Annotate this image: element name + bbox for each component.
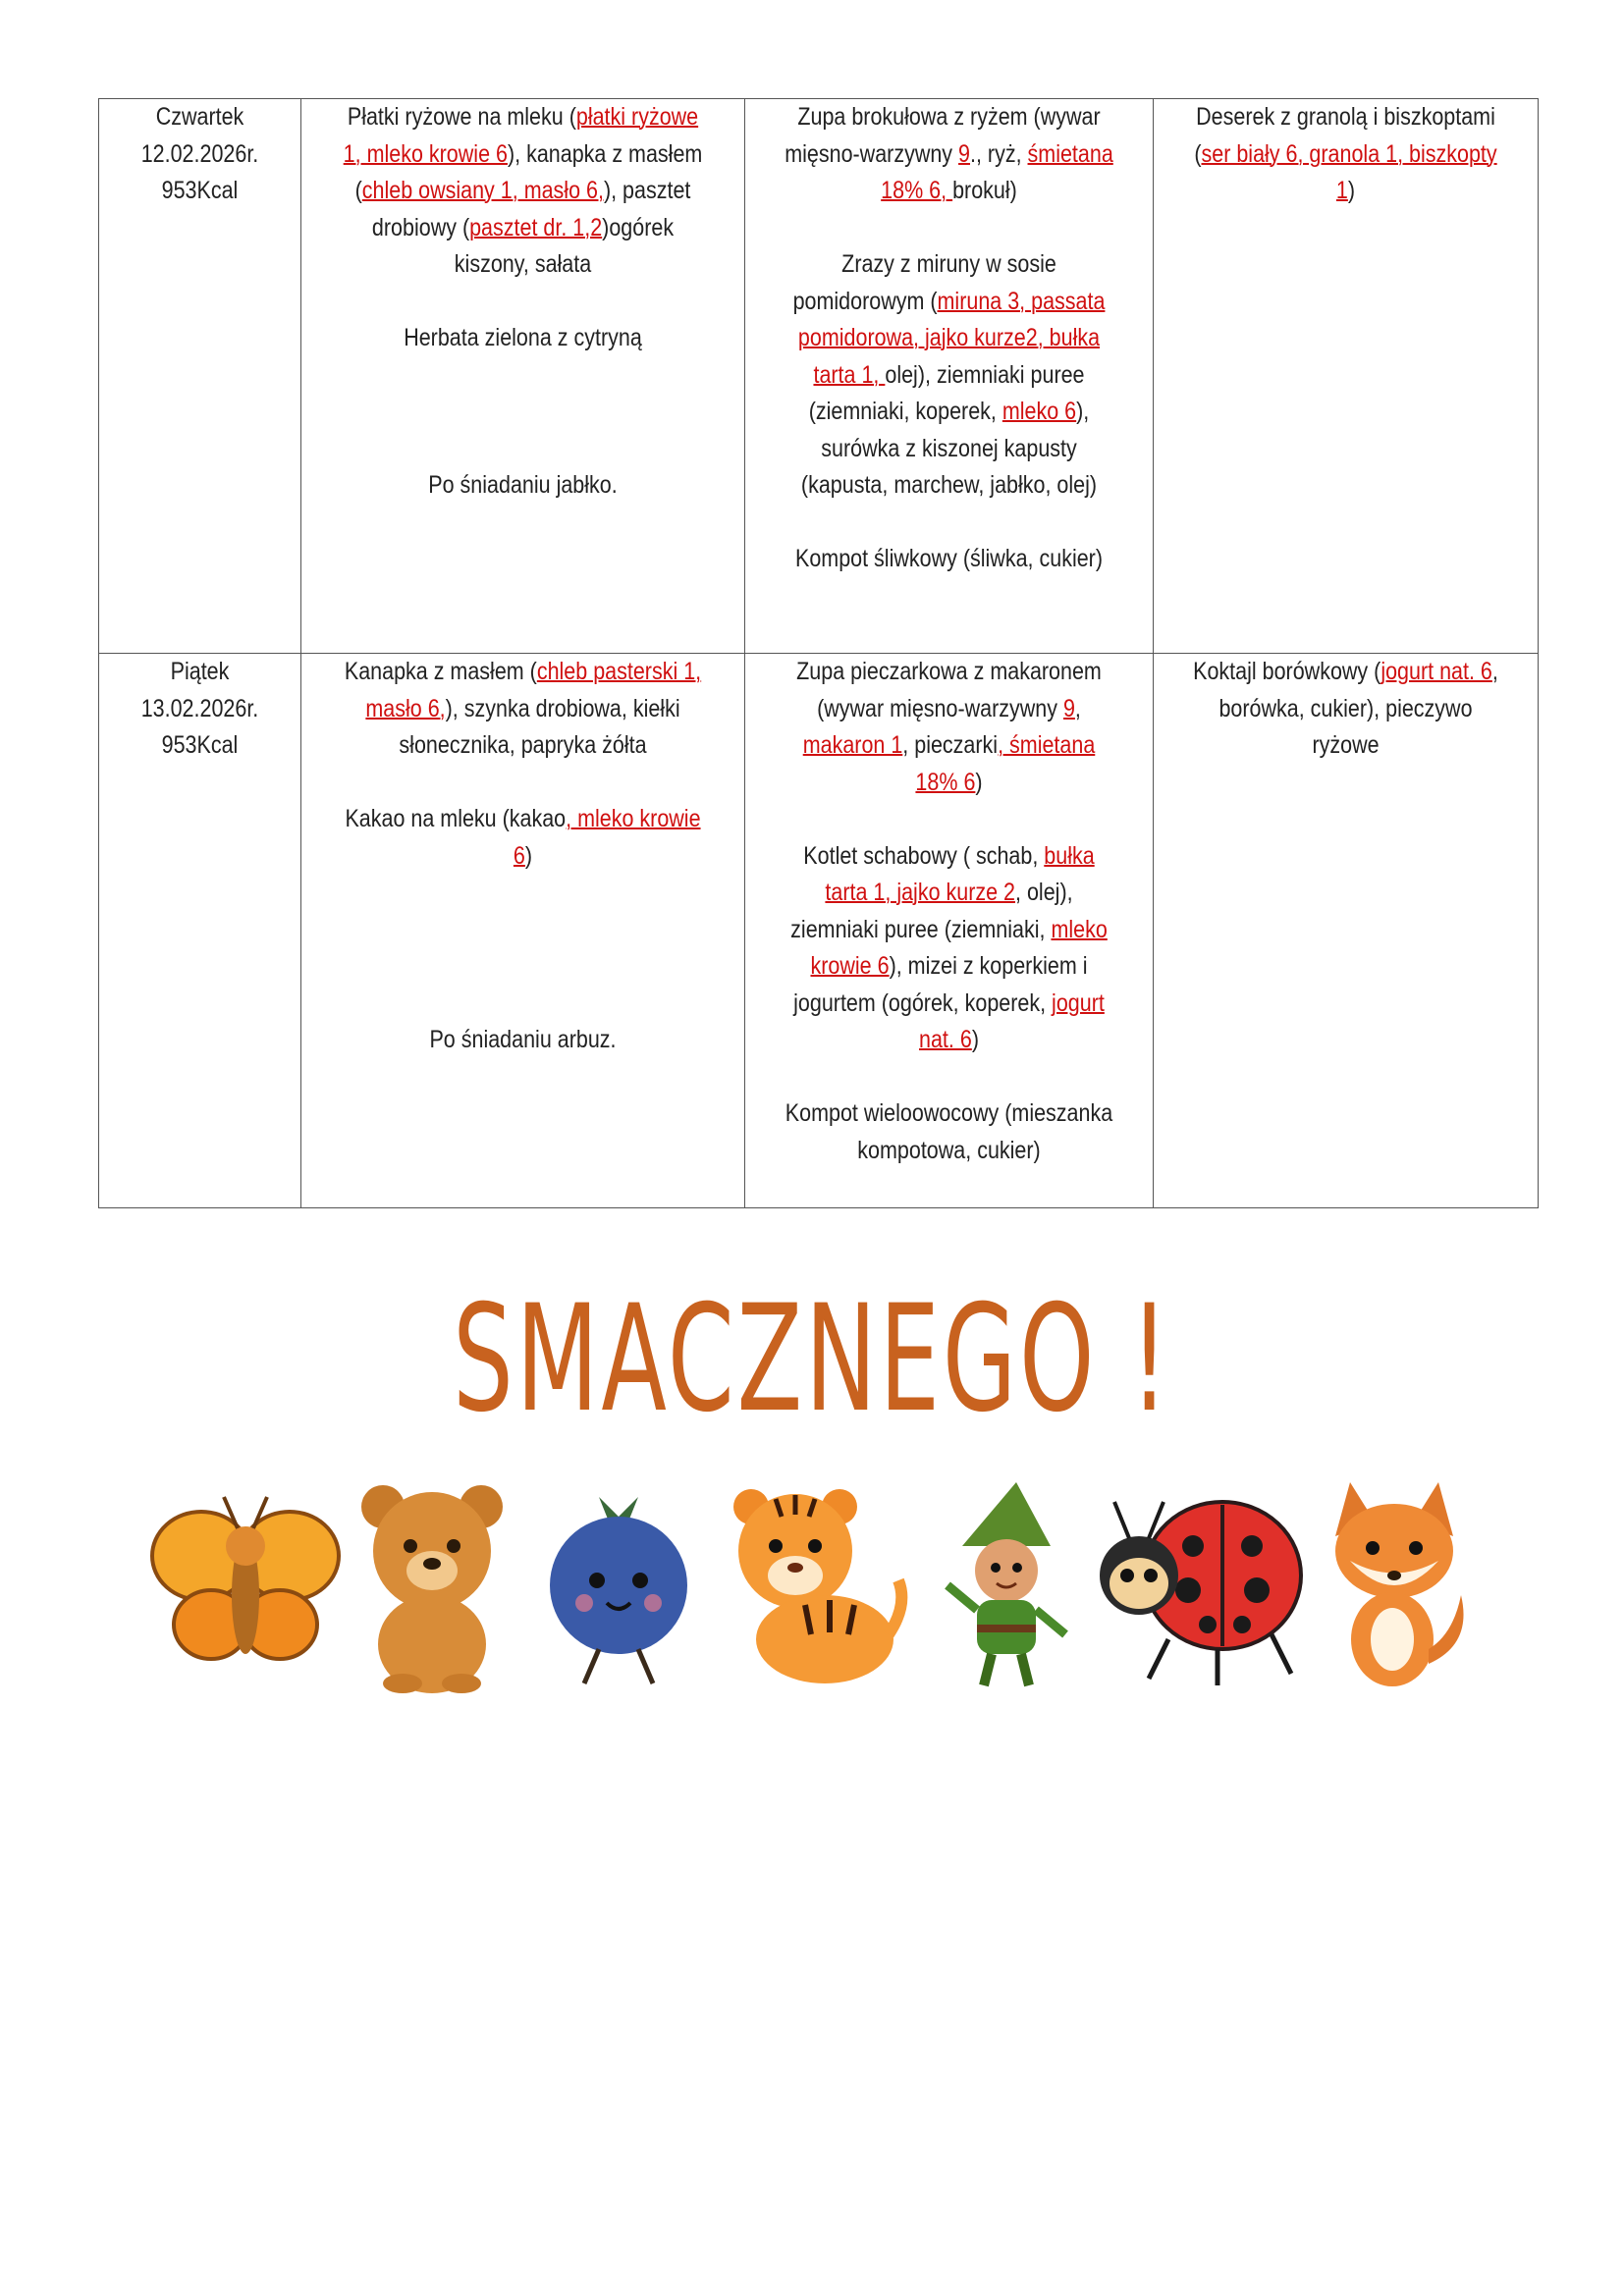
menu-text: Kakao na mleku (kakao	[345, 805, 567, 832]
allergen-text: płatki ryżowe 1, mleko krowie 6	[343, 103, 699, 168]
breakfast-cell	[301, 99, 745, 654]
slogan-heading: SMACZNEGO !	[453, 1274, 1171, 1445]
spacer	[341, 431, 705, 468]
snack-cell	[1154, 99, 1539, 654]
fox-icon	[1306, 1477, 1477, 1693]
allergen-text: 9	[958, 139, 970, 168]
menu-text: )	[524, 841, 533, 870]
spacer	[341, 765, 705, 802]
menu-text: , borówka, cukier), pieczywo ryżowe	[1218, 658, 1498, 759]
menu-text: Kotlet schabowy ( schab,	[803, 841, 1045, 870]
allergen-text: mleko 6	[1001, 398, 1077, 425]
menu-text: Kompot wieloowocowy (mieszanka kompotowa, cukier)	[785, 1099, 1113, 1164]
lunch-cell	[745, 654, 1154, 1208]
allergen-text: ser biały 6, granola 1, biszkopty 1	[1201, 139, 1497, 204]
allergen-text: jogurt nat. 6	[1380, 658, 1492, 685]
menu-text: brokuł)	[952, 177, 1017, 204]
day-kcal: 953Kcal	[161, 177, 239, 204]
menu-paragraph	[1189, 99, 1502, 210]
spacer	[783, 1059, 1116, 1096]
allergen-text: śmietana 18% 6,	[881, 139, 1113, 204]
menu-text: , olej), ziemniaki puree (ziemniaki,	[790, 879, 1073, 943]
day-cell	[99, 654, 301, 1208]
allergen-text: miruna 3, passata pomidorowa, jajko kurze2, bułka tarta 1,	[797, 287, 1106, 389]
menu-text: Deserek z granolą i biszkoptami (	[1194, 103, 1495, 168]
allergen-text: mleko krowie 6	[810, 915, 1108, 980]
menu-text: )ogórek kiszony, sałata	[454, 213, 675, 278]
spacer	[341, 875, 705, 912]
butterfly-icon	[147, 1477, 344, 1693]
menu-table	[98, 98, 1539, 1208]
menu-text: ), surówka z kiszonej kapusty (kapusta, marchew, jabłko, olej)	[800, 398, 1098, 499]
blueberry-icon	[530, 1477, 707, 1693]
day-date: 13.02.2026r.	[140, 694, 259, 722]
menu-text: olej), ziemniaki puree (ziemniaki, koperek,	[808, 360, 1085, 425]
allergen-text: , mleko krowie 6	[513, 805, 701, 870]
spacer	[341, 394, 705, 431]
menu-text: Płatki ryżowe na mleku (	[347, 103, 576, 131]
day-kcal: 953Kcal	[161, 731, 239, 759]
spacer	[341, 986, 705, 1023]
day-date: 12.02.2026r.	[140, 139, 259, 168]
menu-text: ., ryż,	[970, 139, 1028, 168]
menu-paragraph	[341, 801, 705, 875]
spacer	[341, 948, 705, 986]
allergen-text: chleb owsiany 1, masło 6,	[361, 177, 604, 204]
menu-paragraph	[783, 541, 1116, 578]
menu-paragraph	[341, 654, 705, 765]
allergen-text: makaron 1	[802, 731, 903, 759]
menu-paragraph	[783, 654, 1116, 801]
menu-text: Koktajl borówkowy (	[1193, 658, 1381, 685]
menu-text: , pieczarki	[902, 731, 999, 759]
lunch-cell	[745, 99, 1154, 654]
menu-text: )	[971, 1026, 979, 1053]
day-cell	[99, 99, 301, 654]
bear-icon	[344, 1477, 520, 1693]
spacer	[783, 801, 1116, 838]
menu-text: Po śniadaniu jabłko.	[428, 471, 618, 499]
menu-text: Zupa brokułowa z ryżem (wywar mięsno-warzywny	[785, 103, 1101, 168]
menu-text: Kanapka z masłem (	[344, 658, 537, 685]
menu-paragraph	[783, 838, 1116, 1059]
menu-text: ), mizei z koperkiem i jogurtem (ogórek, koperek,	[793, 952, 1088, 1017]
allergen-text: bułka tarta 1, jajko kurze 2	[825, 841, 1095, 906]
menu-text: Zrazy z miruny w sosie pomidorowym (	[792, 250, 1056, 315]
allergen-text: jogurt nat. 6	[919, 988, 1105, 1053]
spacer	[341, 357, 705, 395]
menu-text: Herbata zielona z cytryną	[404, 324, 642, 351]
menu-row-thursday	[99, 99, 1539, 654]
menu-row-friday	[99, 654, 1539, 1208]
allergen-text: , śmietana 18% 6	[915, 731, 1096, 796]
menu-text: )	[975, 768, 983, 796]
allergen-text: 9	[1062, 694, 1075, 722]
menu-paragraph	[783, 1095, 1116, 1169]
menu-paragraph	[783, 99, 1116, 210]
menu-paragraph	[341, 99, 705, 284]
breakfast-cell	[301, 654, 745, 1208]
menu-text: ), szynka drobiowa, kiełki słonecznika, papryka żółta	[399, 694, 680, 759]
gnome-icon	[923, 1477, 1090, 1693]
menu-text: ), kanapka z masłem (	[354, 139, 703, 204]
menu-text: Kompot śliwkowy (śliwka, cukier)	[794, 545, 1104, 572]
spacer	[341, 912, 705, 949]
menu-text: Zupa pieczarkowa z makaronem (wywar mięsno-warzywny	[796, 658, 1102, 722]
menu-paragraph	[341, 1022, 705, 1059]
snack-cell	[1154, 654, 1539, 1208]
tiger-icon	[717, 1477, 913, 1693]
allergen-text: chleb pasterski 1, masło 6,	[365, 658, 702, 722]
menu-paragraph	[341, 320, 705, 357]
spacer	[341, 284, 705, 321]
menu-paragraph	[1189, 654, 1502, 765]
ladybug-icon	[1090, 1477, 1306, 1693]
day-name: Piątek	[170, 658, 230, 685]
day-name: Czwartek	[155, 103, 244, 131]
menu-text: ), pasztet drobiowy (	[371, 177, 691, 241]
menu-text: ,	[1074, 694, 1081, 722]
spacer	[783, 505, 1116, 542]
animals-illustration	[147, 1477, 1477, 1693]
spacer	[783, 210, 1116, 247]
menu-text: )	[1347, 177, 1356, 204]
menu-text: Po śniadaniu arbuz.	[429, 1026, 617, 1053]
menu-paragraph	[783, 246, 1116, 505]
menu-paragraph	[341, 467, 705, 505]
allergen-text: pasztet dr. 1,2	[469, 213, 603, 241]
